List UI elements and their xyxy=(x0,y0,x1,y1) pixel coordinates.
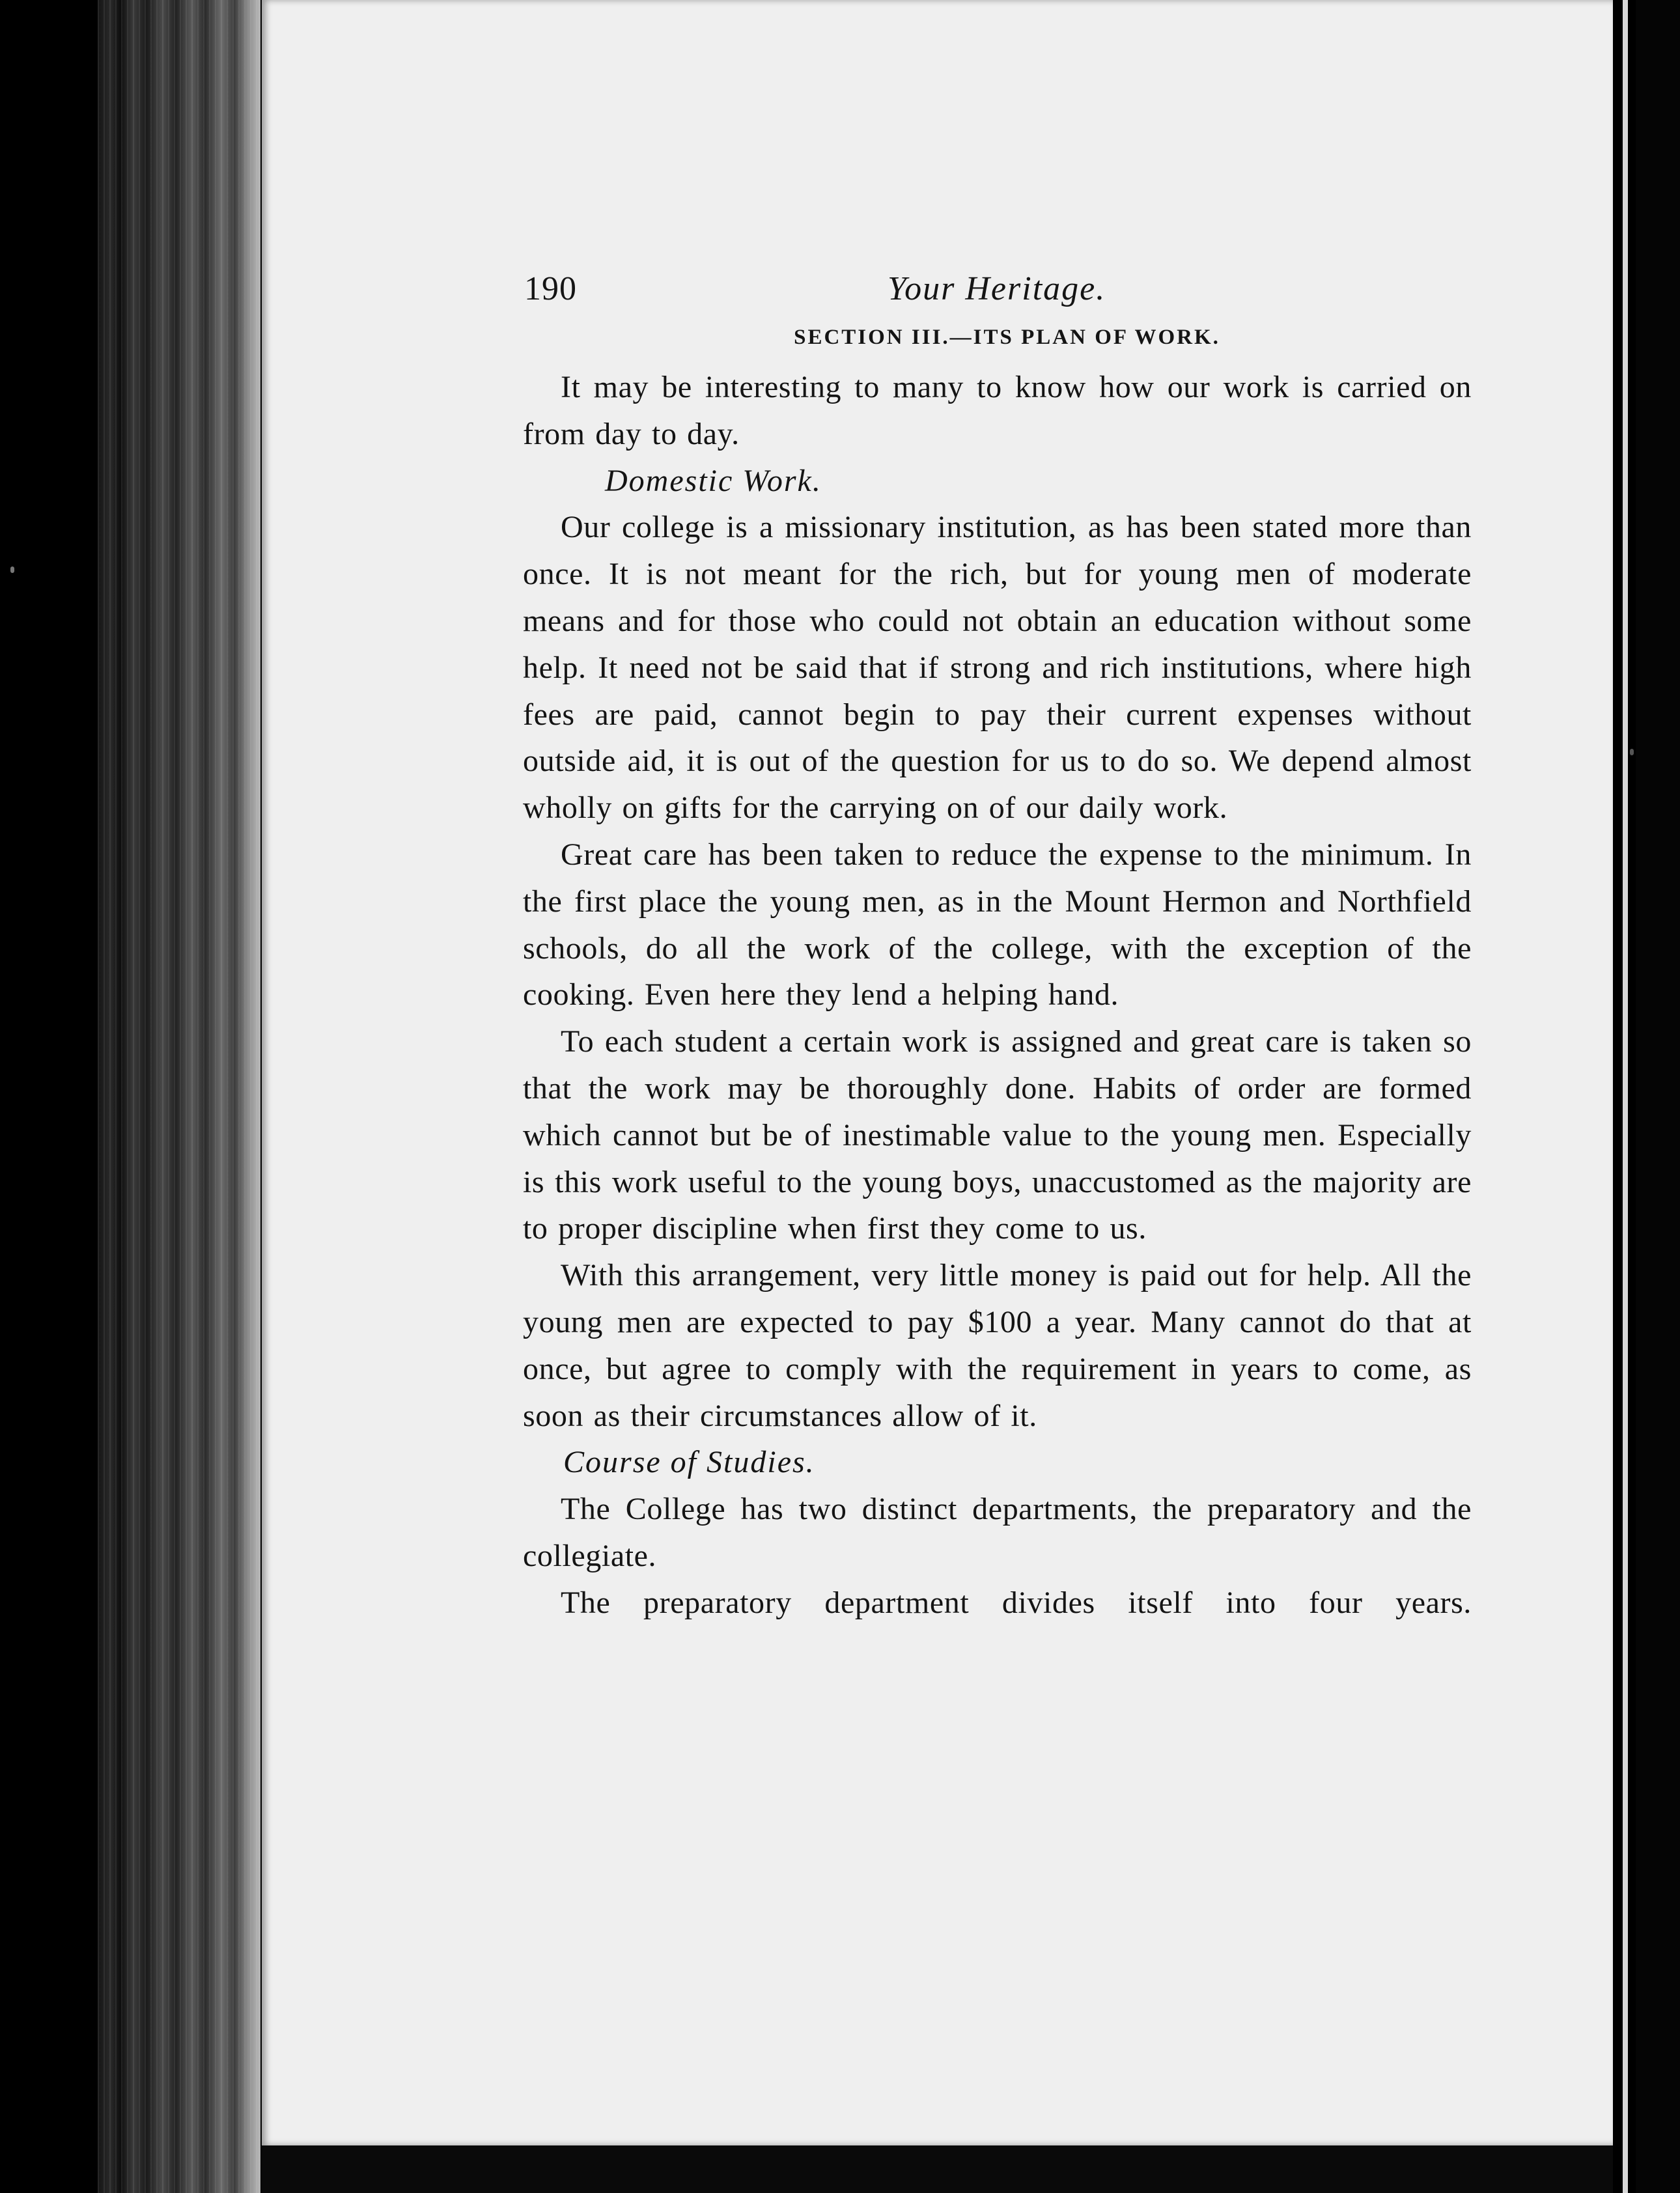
paragraph-departments: The College has two distinct departments, the preparatory and the collegiate. xyxy=(523,1492,1472,1573)
subheading-domestic-work: Domestic Work. xyxy=(605,463,822,498)
book-page-edge-lines xyxy=(98,0,260,2193)
page-header xyxy=(523,260,1472,326)
dust-speck xyxy=(1630,749,1634,755)
right-edge-rule xyxy=(1623,0,1628,2193)
paragraph-student-work: To each student a certain work is assigned and great care is taken so that the work may be thoroughly done. Habits of order are formed which cannot but be of inestimable value to the young men. Especially is this work useful to the young boys, unaccustomed as the majority are to proper discipline when first they come to us. xyxy=(523,1024,1472,1246)
subheading-course-of-studies: Course of Studies. xyxy=(563,1445,815,1480)
dust-speck xyxy=(10,566,14,573)
paragraph-missionary-institution: Our college is a missionary institution, as has been stated more than once. It is not meant for the rich, but for young men of moderate means and for those who could not obtain an education without some help. It need not be said that if strong and rich institutions, where high fees are paid, cannot begin to pay their current expenses without outside aid, it is out of the question for us to do so. We depend almost wholly on gifts for the carrying on of our daily work. xyxy=(523,510,1472,826)
paragraph-arrangement: With this arrangement, very little money is paid out for help. All the young men are expected to pay $100 a year. Many cannot do that at once, but agree to comply with the requirement in years to come, as soon as their circumstances allow of it. xyxy=(523,1258,1472,1433)
paragraph-reduce-expense: Great care has been taken to reduce the expense to the minimum. In the first place the young men, as in the Mount Hermon and Northfield schools, do all the work of the college, with the exception of the cooking. Even here they lend a helping hand. xyxy=(523,837,1472,1013)
section-title: SECTION III.—ITS PLAN OF WORK. xyxy=(794,326,1220,349)
paragraph-intro: It may be interesting to many to know how our work is carried on from day to day. xyxy=(523,370,1472,451)
paragraph-preparatory: The preparatory department divides itself into four years. xyxy=(561,1585,1472,1620)
bottom-black-margin xyxy=(262,2145,1613,2193)
running-title: Your Heritage. xyxy=(888,270,1106,307)
right-black-margin xyxy=(1636,0,1680,2193)
page-text-block xyxy=(523,260,1472,1627)
page-number: 190 xyxy=(524,270,577,307)
